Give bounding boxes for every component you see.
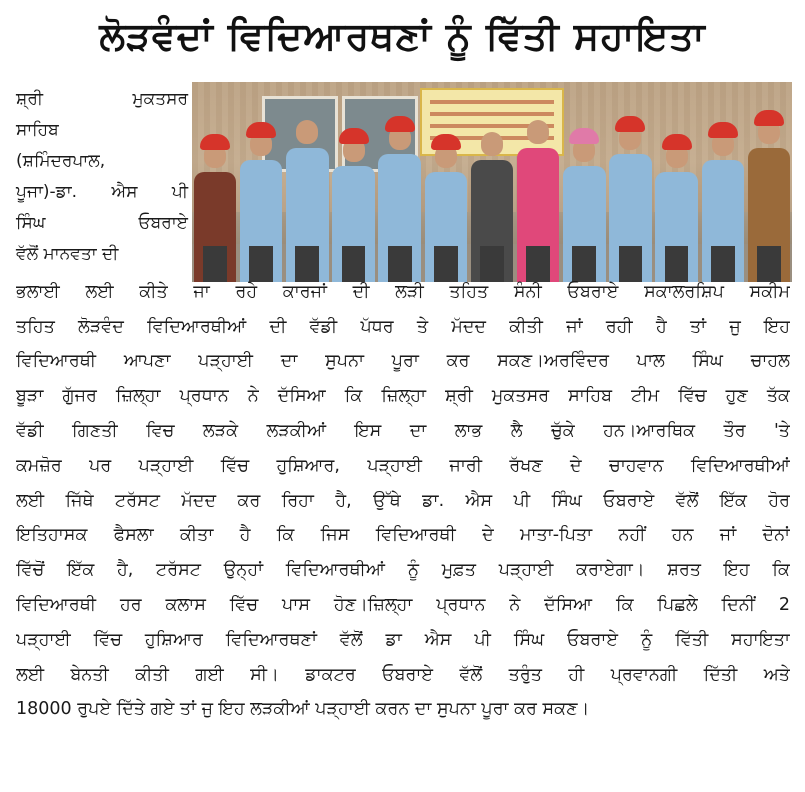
- byline-line: ਸਿੰਘ ਓਬਰਾਏ: [16, 213, 188, 233]
- body-line: ਲਈ ਬੇਨਤੀ ਕੀਤੀ ਗਈ ਸੀ। ਡਾਕਟਰ ਓਬਰਾਏ ਵੱਲੋਂ ਤਰੁੰਤ ਹੀ ਪ੍ਰਵਾਨਗੀ ਦਿੱਤੀ ਅਤੇ: [16, 664, 790, 685]
- byline-line: ਵੱਲੋਂ ਮਾਨਵਤਾ ਦੀ: [16, 244, 119, 264]
- body-line: ਪੜ੍ਹਾਈ ਵਿੱਚ ਹੁਸ਼ਿਆਰ ਵਿਦਿਆਰਥਣਾਂ ਵੱਲੋਂ ਡਾ ਐਸ ਪੀ ਸਿੰਘ ਓਬਰਾਏ ਨੂੰ ਵਿੱਤੀ ਸਹਾਇਤਾ: [16, 629, 790, 650]
- body-line: ਵੱਡੀ ਗਿਣਤੀ ਵਿਚ ਲੜਕੇ ਲੜਕੀਆਂ ਇਸ ਦਾ ਲਾਭ ਲੈ ਚੁੱਕੇ ਹਨ।ਆਰਥਿਕ ਤੌਰ 'ਤੇ: [16, 420, 790, 441]
- body-line: ਵਿਦਿਆਰਥੀ ਹਰ ਕਲਾਸ ਵਿੱਚ ਪਾਸ ਹੋਣ।ਜ਼ਿਲ੍ਹਾ ਪ੍ਰਧਾਨ ਨੇ ਦੱਸਿਆ ਕਿ ਪਿਛਲੇ ਦਿਨੀਂ 2: [16, 594, 790, 615]
- body-line: ਲਈ ਜਿੱਥੇ ਟਰੱਸਟ ਮੱਦਦ ਕਰ ਰਿਹਾ ਹੈ, ਉੱਥੇ ਡਾ. ਐਸ ਪੀ ਸਿੰਘ ਓਬਰਾਏ ਵੱਲੋਂ ਇੱਕ ਹੋਰ: [16, 490, 790, 511]
- body-line: ਇਤਿਹਾਸਕ ਫੈਸਲਾ ਕੀਤਾ ਹੈ ਕਿ ਜਿਸ ਵਿਦਿਆਰਥੀ ਦੇ ਮਾਤਾ-ਪਿਤਾ ਨਹੀਂ ਹਨ ਜਾਂ ਦੋਨਾਂ: [16, 525, 790, 546]
- body-line: ਵਿੱਚੋਂ ਇੱਕ ਹੈ, ਟਰੱਸਟ ਉਨ੍ਹਾਂ ਵਿਦਿਆਰਥੀਆਂ ਨੂੰ ਮੁਫ਼ਤ ਪੜ੍ਹਾਈ ਕਰਾਏਗਾ। ਸ਼ਰਤ ਇਹ ਕਿ: [16, 560, 790, 581]
- byline-line: ਸ਼੍ਰੀ ਮੁਕਤਸਰ: [16, 89, 188, 109]
- body-line: [16, 240, 790, 275]
- byline-line: ਸਾਹਿਬ: [16, 120, 59, 140]
- article-body: [16, 240, 790, 727]
- body-line: ਭਲਾਈ ਲਈ ਕੀਤੇ ਜਾ ਰਹੇ ਕਾਰਜਾਂ ਦੀ ਲੜੀ ਤਹਿਤ ਸੰਨੀ ਓਬਰਾਏ ਸਕਾਲਰਸ਼ਿਪ ਸਕੀਮ: [16, 281, 790, 302]
- body-line: ਤਹਿਤ ਲੋੜਵੰਦ ਵਿਦਿਆਰਥੀਆਂ ਦੀ ਵੱਡੀ ਪੱਧਰ ਤੇ ਮੱਦਦ ਕੀਤੀ ਜਾਂ ਰਹੀ ਹੈ ਤਾਂ ਜੁ ਇਹ: [16, 316, 790, 337]
- body-line: ਬੂੜਾ ਗੁੱਜਰ ਜ਼ਿਲ੍ਹਾ ਪ੍ਰਧਾਨ ਨੇ ਦੱਸਿਆ ਕਿ ਜ਼ਿਲ੍ਹਾ ਸ਼੍ਰੀ ਮੁਕਤਸਰ ਸਾਹਿਬ ਟੀਮ ਵਿੱਚ ਹੁਣ ਤੱਕ: [16, 386, 790, 407]
- headline: ਲੋੜਵੰਦਾਂ ਵਿਦਿਆਰਥਣਾਂ ਨੂੰ ਵਿੱਤੀ ਸਹਾਇਤਾ: [99, 14, 706, 58]
- byline-line: ਪੂਜਾ)-ਡਾ. ਐਸ ਪੀ: [16, 182, 188, 202]
- byline-line: (ਸ਼ਮਿੰਦਰਪਾਲ,: [16, 151, 106, 171]
- body-line: ਕਮਜ਼ੋਰ ਪਰ ਪੜ੍ਹਾਈ ਵਿੱਚ ਹੁਸ਼ਿਆਰ, ਪੜ੍ਹਾਈ ਜਾਰੀ ਰੱਖਣ ਦੇ ਚਾਹਵਾਨ ਵਿਦਿਆਰਥੀਆਂ: [16, 455, 790, 476]
- body-line: ਵਿਦਿਆਰਥੀ ਆਪਣਾ ਪੜ੍ਹਾਈ ਦਾ ਸੁਪਨਾ ਪੂਰਾ ਕਰ ਸਕਣ।ਅਰਵਿੰਦਰ ਪਾਲ ਸਿੰਘ ਚਾਹਲ: [16, 351, 790, 372]
- body-line: 18000 ਰੁਪਏ ਦਿੱਤੇ ਗਏ ਤਾਂ ਜੁ ਇਹ ਲੜਕੀਆਂ ਪੜ੍ਹਾਈ ਕਰਨ ਦਾ ਸੁਪਨਾ ਪੂਰਾ ਕਰ ਸਕਣ।: [16, 699, 590, 720]
